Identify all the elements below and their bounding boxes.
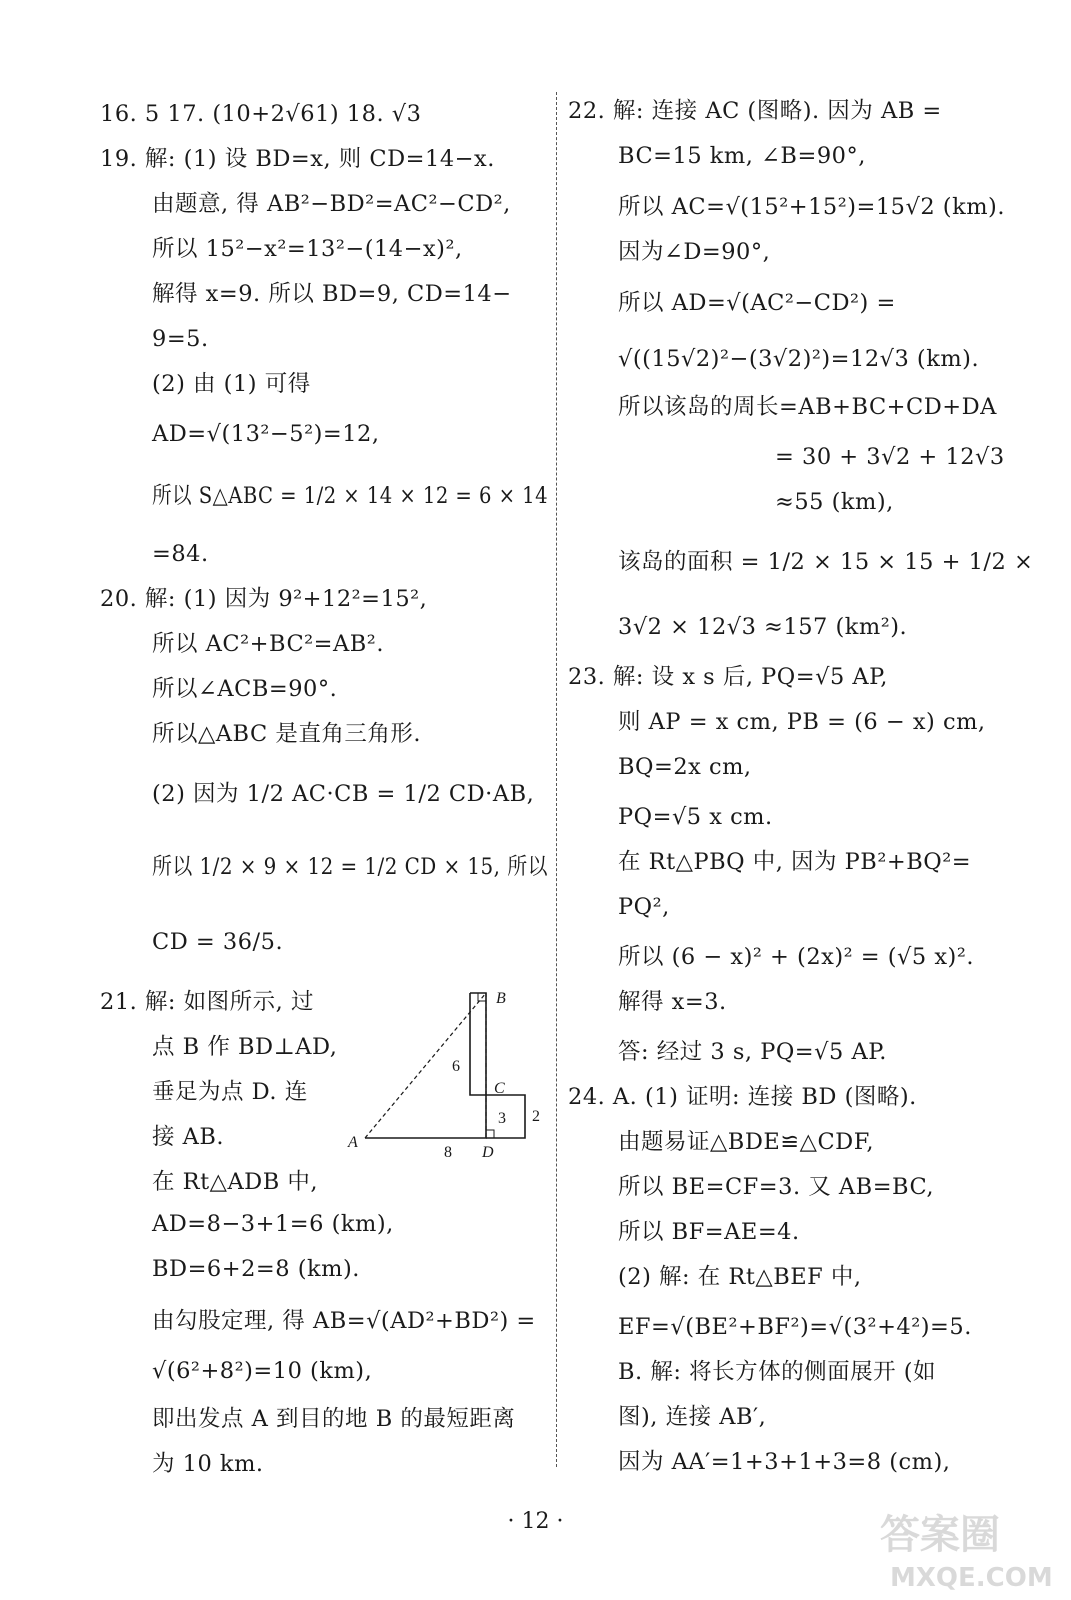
- text-line: 19. 解: (1) 设 BD=x, 则 CD=14−x.: [100, 146, 495, 172]
- text-line: 点 B 作 BD⊥AD,: [152, 1034, 338, 1060]
- label-3: 3: [498, 1110, 506, 1127]
- text-line: 所以 S△ABC = 1/2 × 14 × 12 = 6 × 14: [152, 483, 548, 509]
- text-line: 所以 AC²+BC²=AB².: [152, 631, 384, 657]
- text-line: 所以 (6 − x)² + (2x)² = (√5 x)².: [618, 944, 975, 970]
- text-line: (2) 由 (1) 可得: [152, 371, 311, 397]
- text-line: 为 10 km.: [152, 1451, 264, 1477]
- text-line: CD = 36/5.: [152, 929, 284, 955]
- page-number: · 12 ·: [507, 1509, 564, 1534]
- text-line: 解得 x=9. 所以 BD=9, CD=14−: [152, 281, 512, 307]
- text-line: 9=5.: [152, 326, 209, 352]
- column-divider: [556, 92, 557, 1467]
- label-2: 2: [532, 1108, 540, 1125]
- label-6: 6: [452, 1058, 460, 1075]
- watermark-bottom: MXQE.COM: [890, 1563, 1053, 1593]
- label-c: C: [494, 1080, 505, 1097]
- text-line: 所以该岛的周长=AB+BC+CD+DA: [618, 394, 997, 420]
- text-line: ≈55 (km),: [775, 489, 894, 515]
- text-line: BQ=2x cm,: [618, 754, 752, 780]
- text-line: B. 解: 将长方体的侧面展开 (如: [618, 1359, 937, 1385]
- text-line: 21. 解: 如图所示, 过: [100, 989, 314, 1015]
- text-line: 接 AB.: [152, 1124, 225, 1150]
- text-line: 所以 BE=CF=3. 又 AB=BC,: [618, 1174, 935, 1200]
- watermark-top: 答案圈: [880, 1512, 1000, 1558]
- text-line: BC=15 km, ∠B=90°,: [618, 143, 866, 169]
- text-line: BD=6+2=8 (km).: [152, 1256, 360, 1282]
- text-line: AD=8−3+1=6 (km),: [152, 1211, 394, 1237]
- text-line: 所以 AC=√(15²+15²)=15√2 (km).: [618, 194, 1005, 220]
- label-d: D: [482, 1144, 494, 1161]
- text-line: 因为∠D=90°,: [618, 239, 771, 265]
- text-line: = 30 + 3√2 + 12√3: [775, 444, 1005, 470]
- text-line: =84.: [152, 541, 209, 567]
- text-line: 解得 x=3.: [618, 989, 727, 1015]
- text-line: 由题易证△BDE≌△CDF,: [618, 1129, 874, 1155]
- text-line: 所以△ABC 是直角三角形.: [152, 721, 422, 747]
- right-angle-mark: [486, 1130, 494, 1138]
- text-line: 24. A. (1) 证明: 连接 BD (图略).: [568, 1084, 917, 1110]
- text-line: 所以 BF=AE=4.: [618, 1219, 800, 1245]
- text-line: 因为 AA′=1+3+1+3=8 (cm),: [618, 1449, 951, 1475]
- text-line: PQ²,: [618, 894, 670, 920]
- text-line: PQ=√5 x cm.: [618, 804, 773, 830]
- text-line: 所以∠ACB=90°.: [152, 676, 338, 702]
- text-line: 22. 解: 连接 AC (图略). 因为 AB =: [568, 98, 942, 124]
- watermark-logo: [860, 1500, 1065, 1595]
- text-line: √(6²+8²)=10 (km),: [152, 1358, 373, 1384]
- text-line: AD=√(13²−5²)=12,: [152, 421, 380, 447]
- text-line: 23. 解: 设 x s 后, PQ=√5 AP,: [568, 664, 888, 690]
- text-line: √((15√2)²−(3√2)²)=12√3 (km).: [618, 346, 980, 372]
- label-a: A: [348, 1134, 358, 1151]
- text-line: 图), 连接 AB′,: [618, 1404, 767, 1430]
- problem-21-figure: [340, 983, 552, 1173]
- text-line: (2) 解: 在 Rt△BEF 中,: [618, 1264, 862, 1290]
- text-line: 所以 15²−x²=13²−(14−x)²,: [152, 236, 463, 262]
- ab-dashed-line: [365, 993, 486, 1138]
- text-line: 3√2 × 12√3 ≈157 (km²).: [618, 614, 908, 640]
- text-line: (2) 因为 1/2 AC·CB = 1/2 CD·AB,: [152, 781, 535, 807]
- text-line: 即出发点 A 到目的地 B 的最短距离: [152, 1406, 516, 1432]
- label-8: 8: [444, 1144, 452, 1161]
- text-line: 所以 AD=√(AC²−CD²) =: [618, 290, 896, 316]
- text-line: 在 Rt△PBQ 中, 因为 PB²+BQ²=: [618, 849, 972, 875]
- text-line: 由勾股定理, 得 AB=√(AD²+BD²) =: [152, 1308, 536, 1334]
- text-line: 20. 解: (1) 因为 9²+12²=15²,: [100, 586, 428, 612]
- text-line: EF=√(BE²+BF²)=√(3²+4²)=5.: [618, 1314, 972, 1340]
- text-line: 在 Rt△ADB 中,: [152, 1169, 319, 1195]
- text-line: 该岛的面积 = 1/2 × 15 × 15 + 1/2 ×: [618, 549, 1034, 575]
- text-line: 由题意, 得 AB²−BD²=AC²−CD²,: [152, 191, 511, 217]
- text-line: 则 AP = x cm, PB = (6 − x) cm,: [618, 709, 986, 735]
- text-line: 所以 1/2 × 9 × 12 = 1/2 CD × 15, 所以: [152, 854, 548, 880]
- text-line: 答: 经过 3 s, PQ=√5 AP.: [618, 1039, 887, 1065]
- text-line: 16. 5 17. (10+2√61) 18. √3: [100, 101, 422, 127]
- text-line: 垂足为点 D. 连: [152, 1079, 308, 1105]
- label-b: B: [496, 990, 506, 1007]
